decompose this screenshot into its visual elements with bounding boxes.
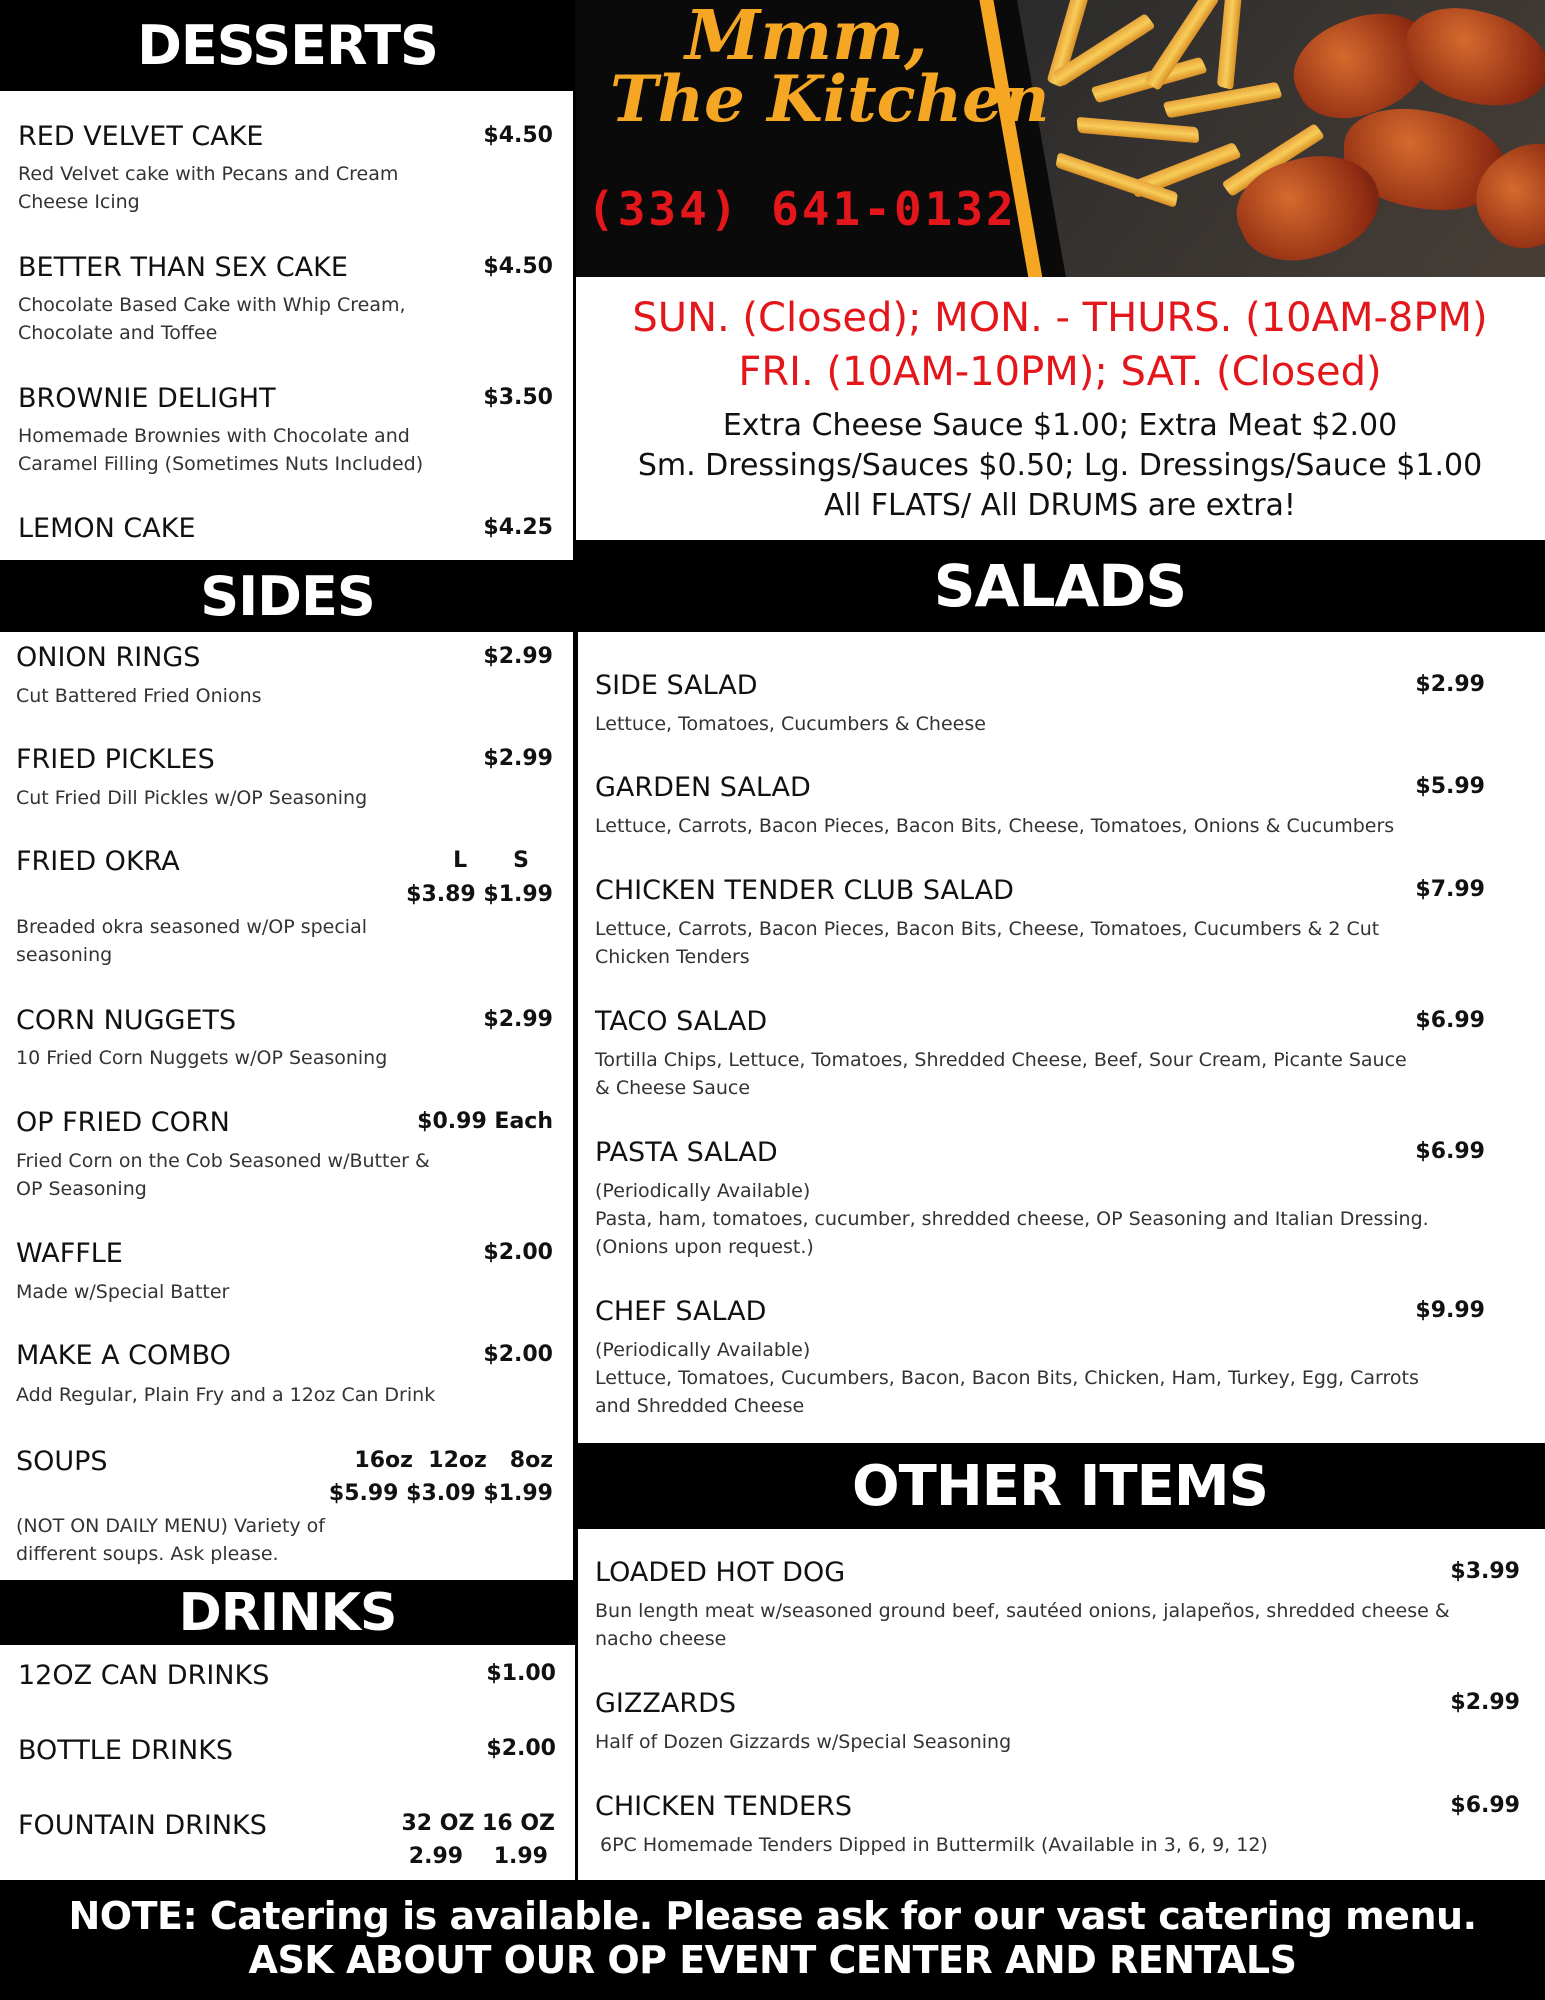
brand-logo-line1: Mmm, [685,0,928,76]
item-name: BROWNIE DELIGHT [18,383,276,414]
footer-note [0,1880,1545,2000]
item-price: $2.99 [1450,1690,1520,1715]
item-price: $6.99 [1415,1008,1485,1033]
item-name: FOUNTAIN DRINKS [18,1810,267,1841]
item-price: $2.99 [483,644,553,669]
item-name: BOTTLE DRINKS [18,1735,234,1766]
salads-header: SALADS [575,540,1545,632]
item-name: CHEF SALAD [595,1296,767,1327]
extras-line-1: Extra Cheese Sauce $1.00; Extra Meat $2.00 [722,408,1398,443]
item-name: SIDE SALAD [595,670,758,701]
item-description: Lettuce, Carrots, Bacon Pieces, Bacon Bits, Cheese, Tomatoes, Onions & Cucumbers [595,815,1395,837]
item-price: $4.25 [483,515,553,540]
item-name: WAFFLE [16,1238,123,1269]
item-price: $2.00 [486,1736,556,1761]
item-name: PASTA SALAD [595,1137,778,1168]
item-price: $0.99 Each [417,1109,553,1134]
item-description: (Periodically Available) Pasta, ham, tomatoes, cucumber, shredded cheese, OP Seasoning and Italian Dressing. (Onions upon request.) [595,1180,1429,1258]
extras-line-2: Sm. Dressings/Sauces $0.50; Lg. Dressings/Sauce $1.00 [637,448,1483,483]
item-description: Chocolate Based Cake with Whip Cream, Chocolate and Toffee [18,294,406,344]
item-price: $4.50 [483,254,553,279]
item-price: $6.99 [1450,1793,1520,1818]
item-name: CHICKEN TENDERS [595,1791,853,1822]
sides-header: SIDES [0,560,575,632]
item-name: FRIED PICKLES [16,744,215,775]
item-description: Breaded okra seasoned w/OP special seasoning [16,916,368,966]
item-name: BETTER THAN SEX CAKE [18,252,348,283]
item-name: ONION RINGS [16,642,201,673]
item-price: $5.99 [1415,774,1485,799]
item-description: Homemade Brownies with Chocolate and Caramel Filling (Sometimes Nuts Included) [18,425,424,475]
item-size-labels: 32 OZ 16 OZ [401,1811,555,1836]
item-price: $3.50 [483,385,553,410]
item-description: Lettuce, Carrots, Bacon Pieces, Bacon Bits, Cheese, Tomatoes, Cucumbers & 2 Cut Chicken Tenders [595,918,1380,968]
item-description: Half of Dozen Gizzards w/Special Seasoning [595,1731,1012,1753]
item-name: SOUPS [16,1446,108,1477]
item-description: Tortilla Chips, Lettuce, Tomatoes, Shredded Cheese, Beef, Sour Cream, Picante Sauce & Cheese Sauce [595,1049,1407,1099]
item-name: GARDEN SALAD [595,772,811,803]
item-description: Cut Fried Dill Pickles w/OP Seasoning [16,787,368,809]
item-price: $3.99 [1450,1559,1520,1584]
item-price: $2.00 [483,1240,553,1265]
item-description: (Periodically Available) Lettuce, Tomatoes, Cucumbers, Bacon, Bacon Bits, Chicken, Ham, Turkey, Egg, Carrots and Shredded Cheese [595,1339,1419,1417]
brand-banner [575,0,1545,277]
item-name: CHICKEN TENDER CLUB SALAD [595,875,1014,906]
item-name: OP FRIED CORN [16,1107,230,1138]
item-description: Red Velvet cake with Pecans and Cream Cheese Icing [18,163,399,213]
item-price: $5.99 $3.09 $1.99 [328,1481,553,1506]
item-name: FRIED OKRA [16,846,180,877]
item-price: $2.99 [483,1007,553,1032]
desserts-border [573,91,576,560]
item-size-labels: 16oz 12oz 8oz [354,1448,553,1473]
footer-line-1: NOTE: Catering is available. Please ask for our vast catering menu. [68,1894,1477,1938]
item-description: Fried Corn on the Cob Seasoned w/Butter & OP Seasoning [16,1150,430,1200]
item-price: $1.00 [486,1661,556,1686]
item-description: (NOT ON DAILY MENU) Variety of different soups. Ask please. [16,1515,326,1565]
item-price: $7.99 [1415,877,1485,902]
extras-line-3: All FLATS/ All DRUMS are extra! [824,488,1296,523]
item-description: Bun length meat w/seasoned ground beef, sautéed onions, jalapeños, shredded cheese & nacho cheese [595,1600,1450,1650]
item-name: MAKE A COMBO [16,1340,231,1371]
hours-line-1: SUN. (Closed); MON. - THURS. (10AM-8PM) [632,295,1488,341]
item-name: GIZZARDS [595,1688,737,1719]
phone-number: (334) 641-0132 [587,182,1017,236]
footer-line-2: ASK ABOUT OUR OP EVENT CENTER AND RENTALS [248,1938,1297,1982]
item-name: TACO SALAD [595,1006,768,1037]
food-photo [1017,0,1545,277]
item-description: 10 Fried Corn Nuggets w/OP Seasoning [16,1047,388,1069]
item-price: $6.99 [1415,1139,1485,1164]
item-size-labels: L S [453,848,529,873]
item-description: Add Regular, Plain Fry and a 12oz Can Drink [16,1384,436,1406]
hours-line-2: FRI. (10AM-10PM); SAT. (Closed) [738,349,1382,395]
item-description: 6PC Homemade Tenders Dipped in Buttermilk (Available in 3, 6, 9, 12) [600,1834,1268,1856]
item-description: Lettuce, Tomatoes, Cucumbers & Cheese [595,713,986,735]
item-price: $2.99 [483,746,553,771]
item-name: RED VELVET CAKE [18,121,264,152]
item-description: Made w/Special Batter [16,1281,230,1303]
item-price: $2.99 [1415,672,1485,697]
brand-logo-line2: The Kitchen [610,62,1050,137]
item-description: Cut Battered Fried Onions [16,685,262,707]
item-price: $4.50 [483,123,553,148]
salads-border [575,632,578,1880]
item-name: LOADED HOT DOG [595,1557,846,1588]
drinks-header: DRINKS [0,1580,575,1645]
item-price: 2.99 1.99 [408,1844,548,1869]
item-name: 12OZ CAN DRINKS [18,1660,270,1691]
item-price: $2.00 [483,1342,553,1367]
item-price: $3.89 $1.99 [406,882,553,907]
item-price: $9.99 [1415,1298,1485,1323]
desserts-header: DESSERTS [0,0,575,91]
item-name: LEMON CAKE [18,513,196,544]
other-items-header: OTHER ITEMS [575,1443,1545,1529]
item-name: CORN NUGGETS [16,1005,237,1036]
